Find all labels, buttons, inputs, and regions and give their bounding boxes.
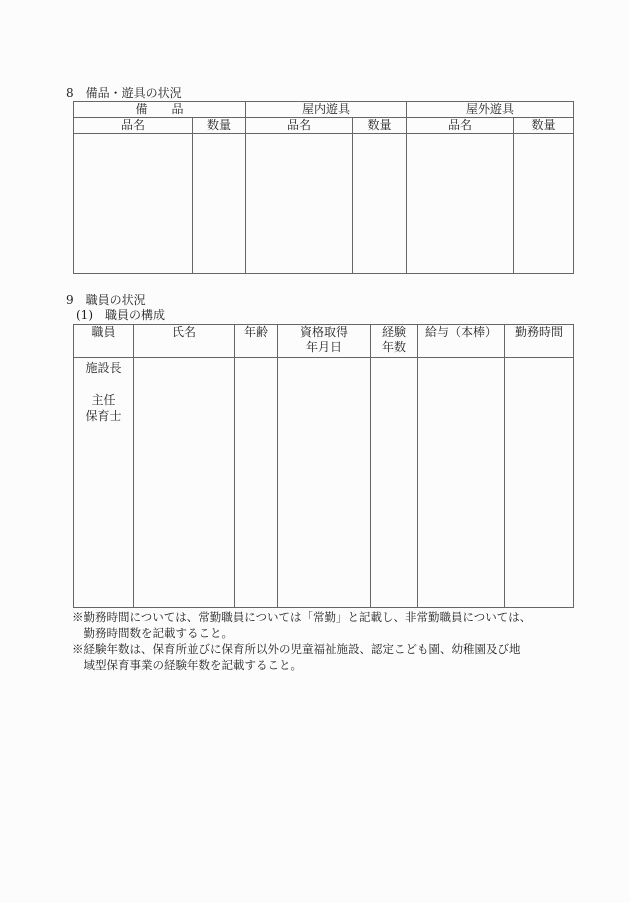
role-chief: 主任: [91, 393, 116, 407]
role-nursery-teacher: 保育士: [85, 409, 122, 423]
equipment-table: [73, 101, 574, 274]
col-header-item-name: 品名: [246, 118, 353, 134]
group-header-indoor-toys: 屋内遊具: [246, 102, 407, 118]
cell-indoor-name[interactable]: [246, 134, 353, 274]
col-header-age: 年齢: [235, 325, 278, 358]
cell-roles: [74, 358, 134, 608]
cell-work-hours[interactable]: [505, 358, 574, 608]
col-header-quantity: 数量: [353, 118, 407, 134]
cell-outdoor-name[interactable]: [407, 134, 514, 274]
col-header-item-name: 品名: [74, 118, 193, 134]
note-experience-years: ※経験年数は、保育所並びに保育所以外の児童福祉施設、認定こども園、幼稚園及び地 域型保育事業の経験年数を記載すること。: [72, 642, 521, 672]
col-header-work-hours: 勤務時間: [505, 325, 574, 358]
col-header-salary: 給与（本棒）: [418, 325, 505, 358]
cell-salary[interactable]: [418, 358, 505, 608]
section-9-heading: 9 職員の状況: [66, 293, 146, 307]
col-header-staff: 職員: [74, 325, 134, 358]
cell-experience-years[interactable]: [371, 358, 418, 608]
cell-qualification-date[interactable]: [278, 358, 371, 608]
cell-age[interactable]: [235, 358, 278, 608]
col-header-qualification-date: 資格取得 年月日: [278, 325, 371, 358]
staff-table: [73, 324, 574, 608]
col-header-item-name: 品名: [407, 118, 514, 134]
col-header-quantity: 数量: [514, 118, 574, 134]
col-header-quantity: 数量: [193, 118, 246, 134]
cell-outdoor-qty[interactable]: [514, 134, 574, 274]
section-8-heading: 8 備品・遊具の状況: [66, 86, 182, 100]
cell-equipment-qty[interactable]: [193, 134, 246, 274]
section-9-subheading: (1) 職員の構成: [76, 308, 165, 322]
role-director: 施設長: [85, 361, 122, 375]
cell-name[interactable]: [134, 358, 235, 608]
note-work-hours: ※勤務時間については、常勤職員については「常勤」と記載し、非常勤職員については、 勤務時間数を記載すること。: [72, 610, 532, 640]
group-header-outdoor-toys: 屋外遊具: [407, 102, 574, 118]
cell-indoor-qty[interactable]: [353, 134, 407, 274]
cell-equipment-name[interactable]: [74, 134, 193, 274]
col-header-experience-years: 経験 年数: [371, 325, 418, 358]
group-header-equipment: 備 品: [74, 102, 246, 118]
col-header-name: 氏名: [134, 325, 235, 358]
